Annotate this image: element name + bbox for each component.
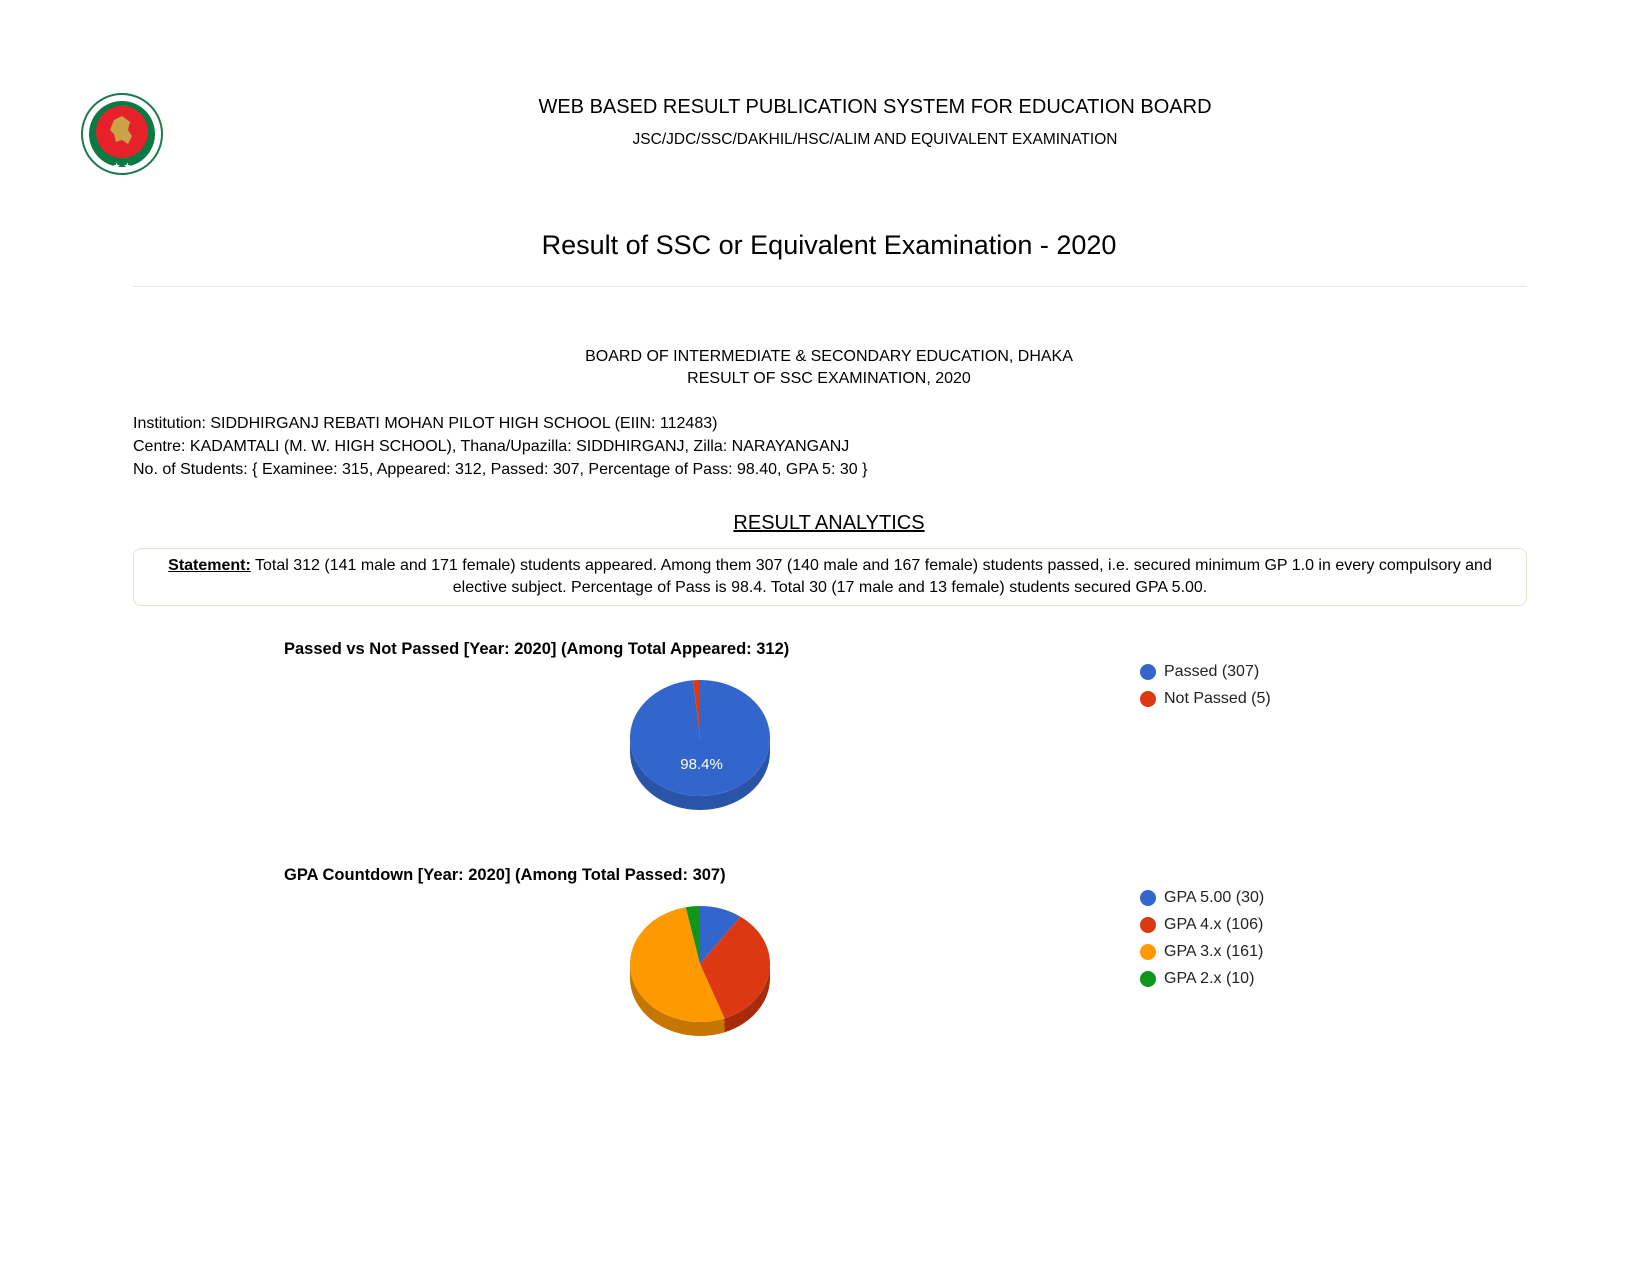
- legend-dot-icon: [1140, 944, 1156, 960]
- header-title: WEB BASED RESULT PUBLICATION SYSTEM FOR EDUCATION BOARD: [538, 96, 1212, 118]
- legend-label: Passed (307): [1164, 662, 1260, 680]
- chart-title: GPA Countdown [Year: 2020] (Among Total Passed: 307): [284, 866, 726, 884]
- legend-label: GPA 4.x (106): [1164, 915, 1264, 933]
- students-line: No. of Students: { Examinee: 315, Appeared: 312, Passed: 307, Percentage of Pass: 98.40, GPA 5: 30 }: [133, 461, 868, 478]
- statement-text: Total 312 (141 male and 171 female) students appeared. Among them 307 (140 male and 167 female) students passed, i.e. secured minimum GP 1.0 in every compulsory and elective subject. Percentage of Pass is 98.4. Total 30 (17 male and 13 female) students secured GPA 5.00.: [250, 557, 1492, 596]
- pass-chart: [0, 640, 1650, 860]
- board-block: [0, 346, 1650, 390]
- legend-dot-icon: [1140, 890, 1156, 906]
- chart-legend: [1140, 658, 1271, 712]
- legend-label: GPA 3.x (161): [1164, 942, 1264, 960]
- info-block: [133, 412, 867, 481]
- legend-item-gpa-3-x-161[interactable]: [1140, 938, 1264, 965]
- legend-item-not-passed-5[interactable]: [1140, 685, 1271, 712]
- legend-dot-icon: [1140, 691, 1156, 707]
- legend-item-gpa-2-x-10[interactable]: [1140, 965, 1264, 992]
- header-subtitle: JSC/JDC/SSC/DAKHIL/HSC/ALIM AND EQUIVALENT EXAMINATION: [632, 131, 1118, 148]
- gpa-chart: [0, 866, 1650, 1086]
- pie-data-label: 98.4%: [680, 756, 723, 774]
- statement-label: Statement:: [168, 557, 251, 574]
- statement-box: [133, 548, 1527, 606]
- analytics-heading: RESULT ANALYTICS: [733, 512, 925, 534]
- page-title: Result of SSC or Equivalent Examination - 2020: [541, 230, 1117, 260]
- board-name: BOARD OF INTERMEDIATE & SECONDARY EDUCATION, DHAKA: [585, 348, 1073, 365]
- pie-chart: [610, 660, 790, 835]
- legend-label: GPA 5.00 (30): [1164, 888, 1265, 906]
- title-divider: [133, 286, 1527, 287]
- legend-item-gpa-4-x-106[interactable]: [1140, 911, 1264, 938]
- chart-legend: [1140, 884, 1264, 992]
- legend-dot-icon: [1140, 971, 1156, 987]
- institution-line: Institution: SIDDHIRGANJ REBATI MOHAN PILOT HIGH SCHOOL (EIIN: 112483): [133, 415, 718, 432]
- centre-line: Centre: KADAMTALI (M. W. HIGH SCHOOL), Thana/Upazilla: SIDDHIRGANJ, Zilla: NARAYANGANJ: [133, 438, 850, 455]
- legend-dot-icon: [1140, 917, 1156, 933]
- svg-text:★ ★: ★ ★: [112, 162, 132, 172]
- pie-chart: [610, 886, 790, 1061]
- legend-item-gpa-5-00-30[interactable]: [1140, 884, 1264, 911]
- legend-item-passed-307[interactable]: [1140, 658, 1271, 685]
- exam-name: RESULT OF SSC EXAMINATION, 2020: [687, 370, 971, 387]
- legend-dot-icon: [1140, 664, 1156, 680]
- legend-label: Not Passed (5): [1164, 689, 1271, 707]
- legend-label: GPA 2.x (10): [1164, 969, 1255, 987]
- chart-title: Passed vs Not Passed [Year: 2020] (Among Total Appeared: 312): [284, 640, 790, 658]
